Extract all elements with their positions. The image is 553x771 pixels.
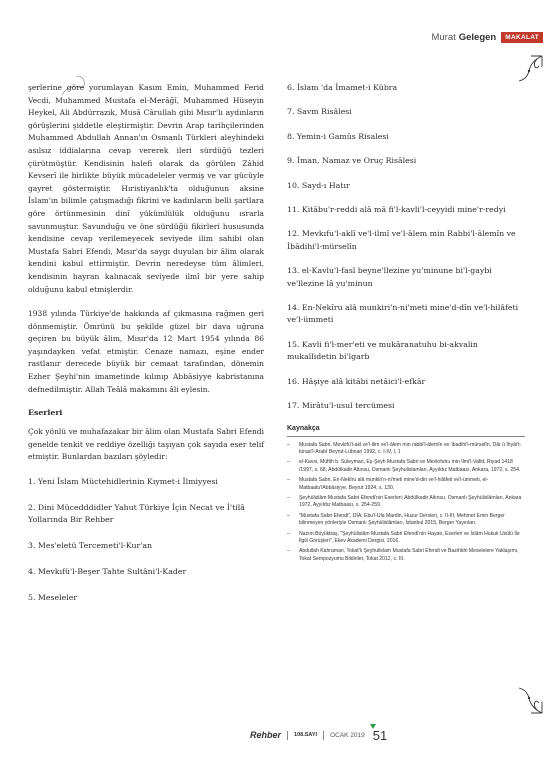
page-number: 51 <box>372 727 388 743</box>
magazine-logo: Rehber <box>250 730 282 740</box>
list-item: 12. Mevkıfu'l-aklî ve'l-ilmî ve'l-âlem min Rabbi'l-âlemîn ve İbâdihi'l-mürselîn <box>287 229 516 251</box>
list-item: 3. Mes'eletü Tercemeti'l-Kur'an <box>28 541 153 551</box>
reference-item: – Mustafa Sabri, En-Nekîru alâ munkiri'n-ni'meti mine'd-din ve'l-hilâfeti ve'l-ümmeti, el-Matbaatu'lAbbâsiyye, Beyrut 1924, s. 130. <box>287 477 525 492</box>
list-item: 15. Kavli fi'l-mer'eti ve mukâranatuhu bi-akvalin mukallidetin bi'lgarb <box>287 339 478 362</box>
list-item: 1. Yeni İslam Müctehidlerinin Kıymet-i İlmiyyesi <box>28 477 218 487</box>
right-column <box>287 82 525 566</box>
list-item: 13. el-Kavlu'l-fasl beyne'llezine yu'minune bi'l-gaybi ve'llezine lâ yu'minun <box>287 266 492 288</box>
list-item: 6. İslam 'da İmamet-i Kübra <box>287 83 398 92</box>
list-item: 8. Yemin-i Gamûs Risalesi <box>287 131 389 141</box>
issue-number: 108.SAYI <box>294 732 318 738</box>
reference-item: – Şeyhülislâm Mustafa Sabri Efendi'nin Eserleri; Abdülkadir Altınsu, Osmanlı Şeyhülislâmları, Ankara 1972, Ayyıldız Matbaası, s. 254-259. <box>287 495 525 510</box>
body-paragraph: şerlerine göre yorumlayan Kasım Emin, Muhammed Ferid Vecdi, Muhammed Mustafa el-Merâğî, Muhammed Hüseyin Heykel, Ali Abdürrazık, Musâ Cârullah gibi Mısır'lı aydınların görüşlerini şiddetle eleştirmiştir. Devrin Arap tarihçilerinden Muhammed Abdullah Annan'ın Osmanlı Türkleri aleyhindeki asılsız iddialarına cevap vererek ileri sürdüğü tezleri çürütmüştür. Kendisinin halefi olarak da görülen Zâhid Kevserî ile birlikte büyük mücadeleler vermiş ve var gücüyle gayret göstermiştir. Hıristiyanlık'ta olduğunun aksine İslam'ın bilimle çatışmadığı fikrini ve kadınların belli şartlara göre örtünmesinin dinî yükümlülük olduğunu ısrarla savunmuştur. Savunduğu ve öne sürdüğü fikirleri hususunda kendisine cevap verilemeyecek seviyede ilim sahibi olan Mustafa Sabri Efendi, Mısır'da saygı duyulan bir âlim olarak kendini kabul ettirmiştir. Devrin neredeyse tüm âlimleri, kendisinin hayran kalınacak seviyede ilmî bir yere sahip olduğunu kabul etmişlerdir. <box>28 83 264 294</box>
references-list <box>287 442 525 564</box>
reference-item: – el-Kavsi, Müftih b. Süleyman, Eş-Şeyh Mustafa Sabri ve Mevkıfuhu min İlmi'l-Vafid, Riyad 1418 /1997, s. 68, Abdülkadir Altınsu, Osmanlı Şeyhulislamları, Ayyıldız Matbaası, Ankara, 1972, s. 254. <box>287 459 525 474</box>
works-list <box>287 82 525 413</box>
issue-date: OCAK 2019 <box>330 731 365 739</box>
left-column <box>28 82 264 618</box>
list-item: 4. Mevkıfü'l-Beşer Tahte Sultâni'l-Kader <box>28 567 187 577</box>
reference-item: – Mustafa Sabri, Mevkifü'l-akl ve'l-ilim ve'l-âlem min rabbi'l-âlemîn ve 'ibadihi'l-mürselîn, Dâr û İhyâi't-türasi'l-Arabî Beyrut-Lübnan 1992, c. I-IV, I, 1 <box>287 442 525 457</box>
divider <box>287 436 525 437</box>
list-item: 10. Sayd-ı Hatır <box>287 180 350 190</box>
reference-item: – Nazım Büyükbaş, "Şeyhülislâm Mustafa Sabri Efendi'nin Hayatı, Eserleri ve İslâm Hukuk Usûlü İle İlgili Görüşleri", Ekev Akademi Dergisi, 2016. <box>287 531 525 546</box>
reference-item: – "Mustafa Sabri Efendi", DİA; Ebu'l-Ula Mardin, Huzur Dersleri, c. II-III; Mehmet Emin Berger bilinmeyen yönleriyle Osmanlı Şeyhülislâmları, İstanbul 2015, Berger Yayınları. <box>287 513 525 528</box>
references-heading: Kaynakça <box>287 424 320 432</box>
page-footer <box>250 727 387 743</box>
list-item: 2. Dini Mücedddidler Yahut Türkiye İçin Necat ve İ'tilâ Yollarında Bir Rehber <box>28 503 245 525</box>
body-paragraph: 1938 yılında Türkiye'de hakkında af çıkmasına rağmen geri dönmemiştir. Ömrünü bu şekilde güzel bir dava uğruna geçiren bu büyük âlim, Mısır'da 12 Mart 1954 yılında 86 yaşındayken vefat etmiştir. Cenaze namazı, eşine ender rastlanır derecede büyük bir cemaat tarafından, dönemin Ezher Şeyhi'nin imametinde kılınıp Abbâsiyye kabristanına defnedilmiştir. Allah Teâlâ makamını âli eylesin. <box>28 309 264 394</box>
section-heading: Eserleri <box>28 408 63 418</box>
list-item: 7. Savm Risâlesi <box>287 107 352 117</box>
author-last-name: Gelegen <box>458 31 497 43</box>
divider <box>323 731 324 740</box>
reference-item: – Abdullah Kahraman, Tokat'lı Şeyhulislam Mustafa Sabri Efendi ve Bazıfıkhi Meselelere Yaklaşımı, Tokat Sempozyumu Bildiriler, Tokat 2012, c. III. <box>287 548 525 563</box>
list-item: 11. Kitâbu'r-reddi alâ mâ fi'l-kavli'l-ceyyidi mine'r-redyi <box>287 205 506 215</box>
section-badge: MAKALAT <box>501 32 543 43</box>
list-item: 14. En-Nekîru alâ munkiri'n-ni'meti mine'd-dîn ve'l-hilâfeti ve'l-ümmeti <box>287 303 519 325</box>
works-list <box>28 476 264 604</box>
list-item: 17. Mirâtu'l-usul tercümesi <box>287 401 395 411</box>
page-header <box>431 30 543 44</box>
list-item: 9. İman, Namaz ve Oruç Risâlesi <box>287 156 417 166</box>
list-item: 16. Hâşiye alâ kitâbi netâici'l-efkâr <box>287 376 426 386</box>
list-item: 5. Meseleler <box>28 593 78 603</box>
author-first-name: Murat <box>431 31 456 43</box>
corner-ornament-icon <box>509 680 543 714</box>
divider <box>287 731 288 740</box>
body-paragraph: Çok yönlü ve muhafazakar bir âlim olan Mustafa Sabri Efendi genelde tenkit ve reddiye özelliği taşıyan çok sayıda eser telif etmiştir. Bunlardan bazıları şöyledir: <box>28 427 264 462</box>
